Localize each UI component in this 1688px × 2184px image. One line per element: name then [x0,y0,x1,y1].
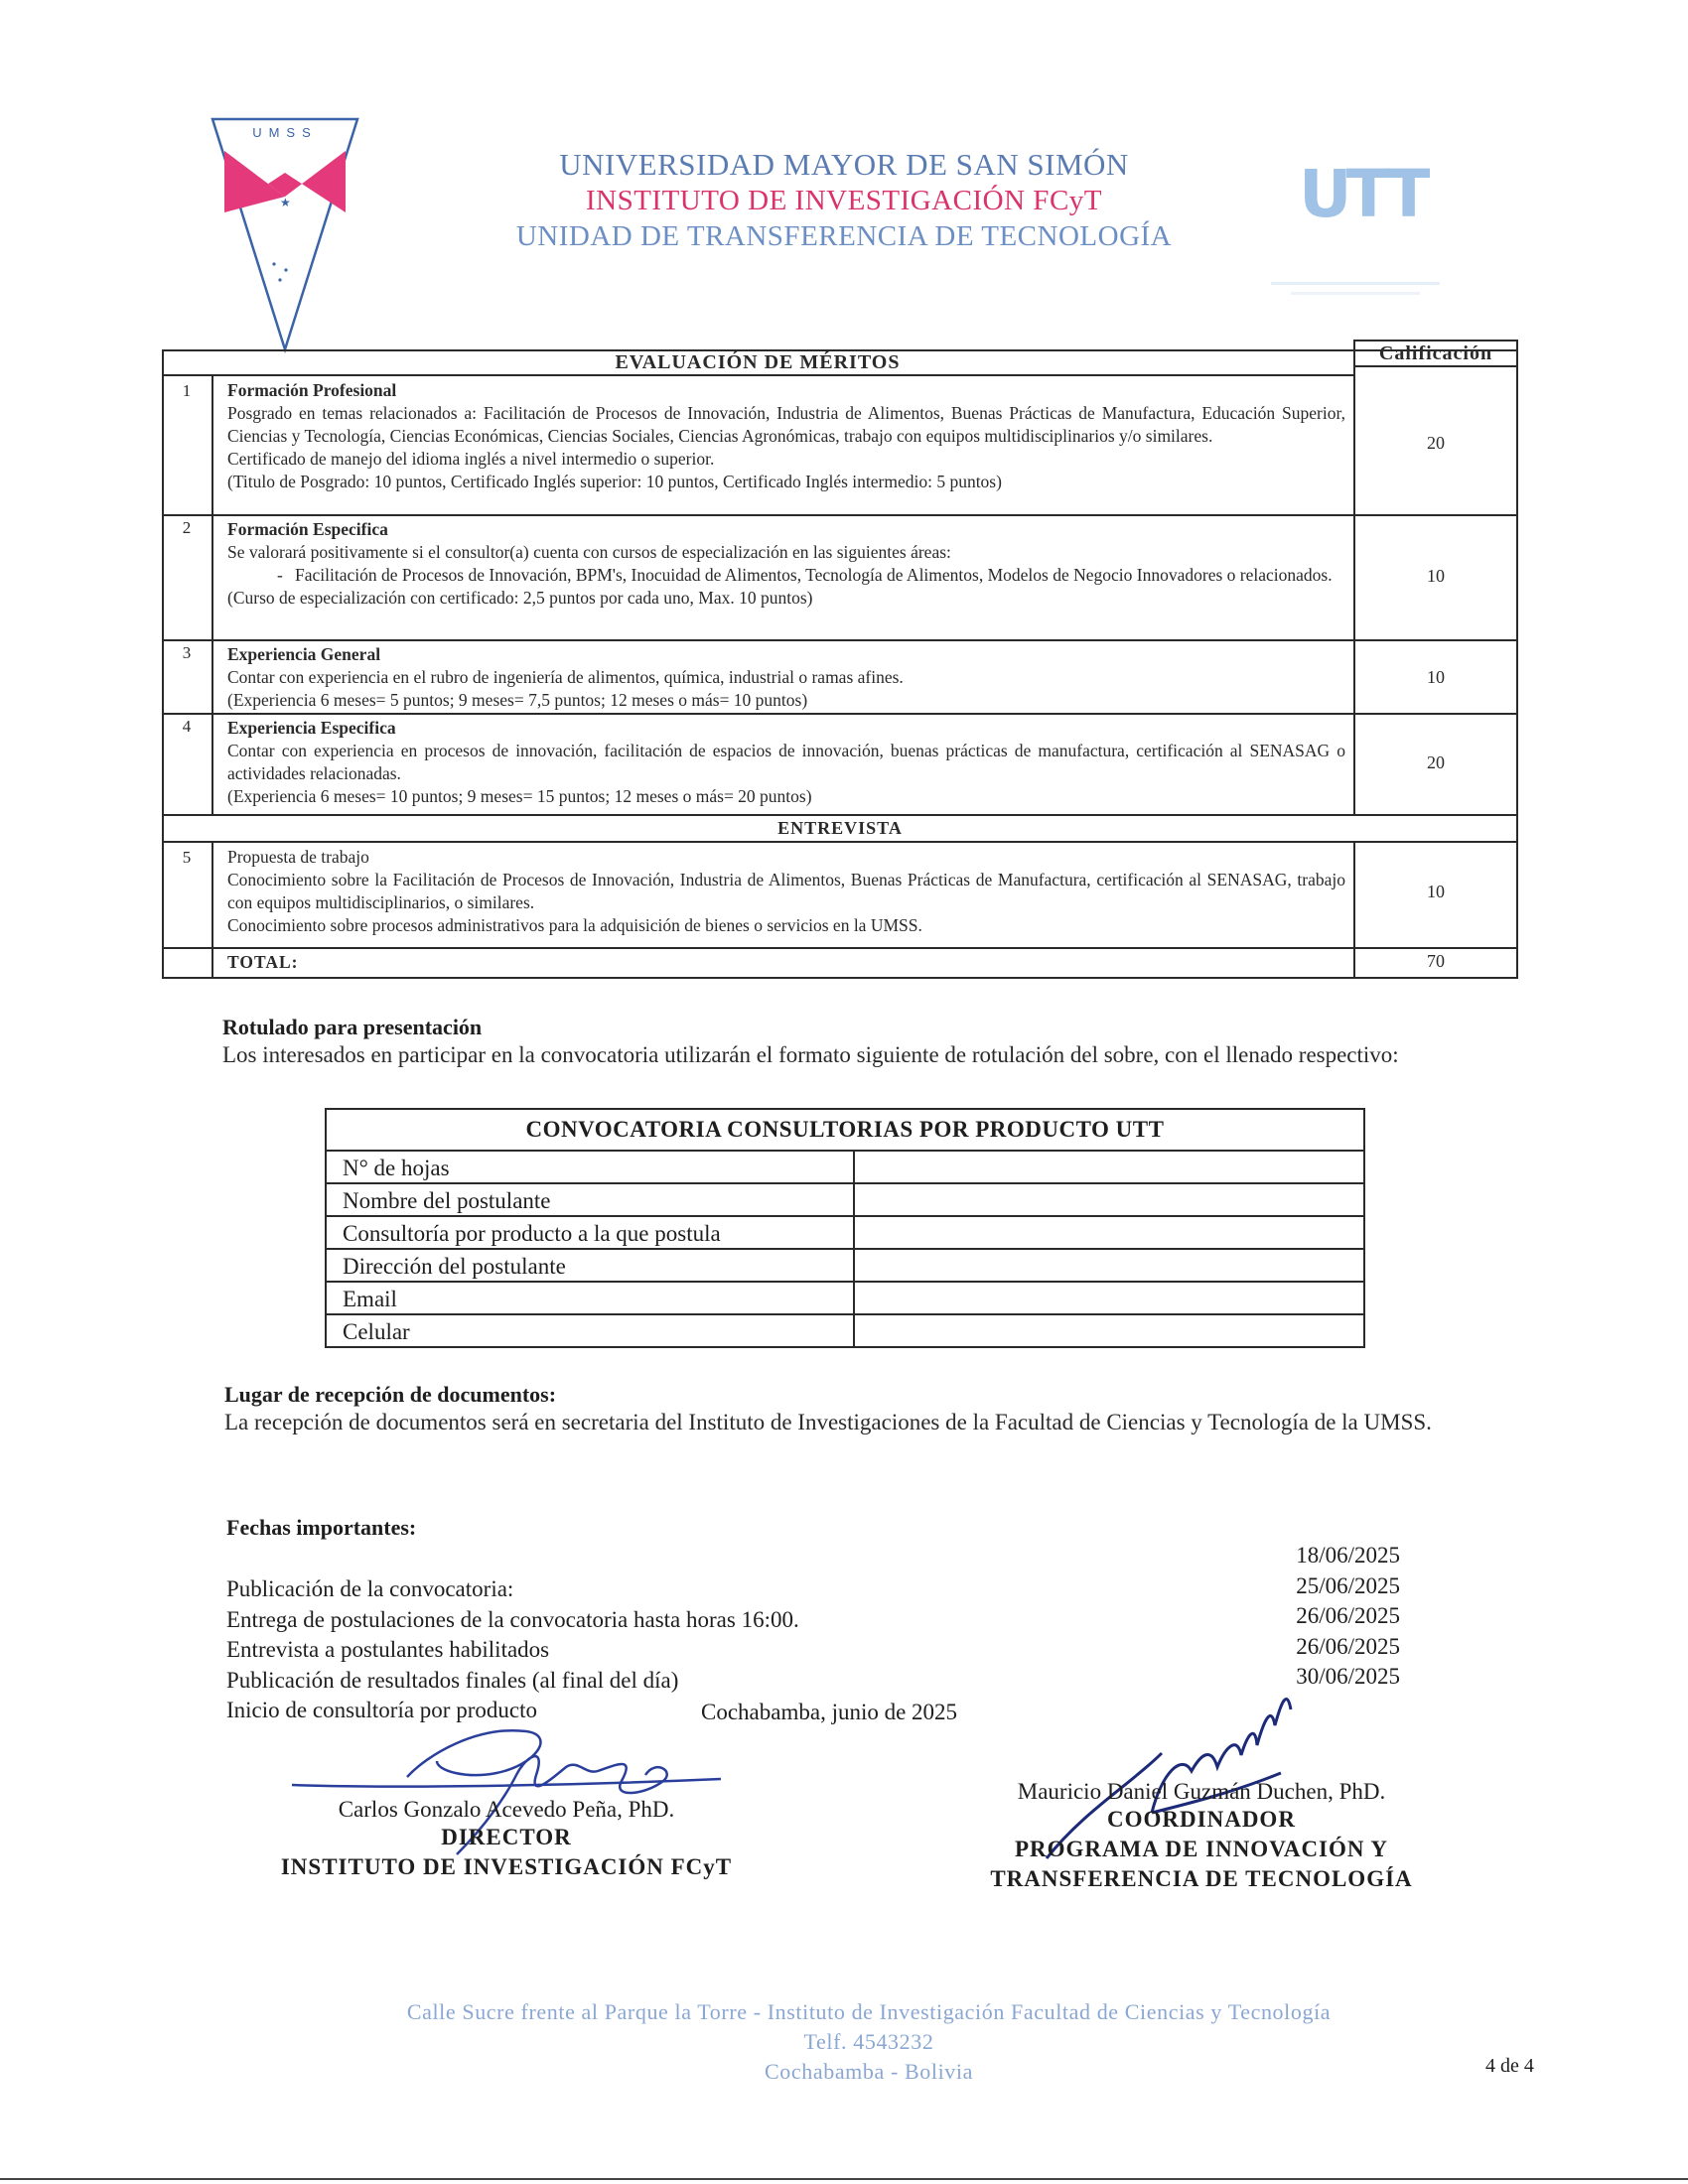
merit-text: Conocimiento sobre la Facilitación de Procesos de Innovación, Industria de Alimentos, Buenas Prácticas de Manufactura, certificación al SENASAG, trabajo con equipos multidisciplinarios, o similares. [227,870,1345,912]
merit-bullet-list [227,564,1345,587]
date-label: Publicación de la convocatoria: [226,1576,514,1601]
merit-note: (Experiencia 6 meses= 10 puntos; 9 meses= 15 puntos; 12 meses o más= 20 puntos) [227,786,812,806]
interview-label: ENTREVISTA [777,818,903,838]
labeling-title: Rotulado para presentación [222,1015,483,1039]
envelope-label-row [325,1250,1365,1283]
merit-note: (Experiencia 6 meses= 5 puntos; 9 meses= 7,5 puntos; 12 meses o más= 10 puntos) [227,690,808,710]
date-value: 30/06/2025 [1296,1664,1400,1689]
merit-text: Conocimiento sobre procesos administrativos para la adquisición de bienes o servicios en la UMSS. [227,915,922,935]
merit-title: Experiencia Especifica [227,718,396,738]
scan-edge-line [0,2178,1688,2180]
signer-institution: INSTITUTO DE INVESTIGACIÓN FCyT [280,1854,733,1879]
field-label: Email [327,1283,855,1313]
score-value: 20 [1427,752,1445,772]
row-number: 4 [182,717,192,736]
umss-logo [211,115,359,353]
merit-title: Propuesta de trabajo [227,847,369,867]
field-label: Consultoría por producto a la que postula [327,1217,855,1248]
signer-role: DIRECTOR [441,1825,572,1849]
umss-logo-text: UMSS [252,125,318,140]
merit-text: Se valorará positivamente si el consultor(a) cuenta con cursos de especialización en las siguientes áreas: [227,542,951,562]
merit-note: (Titulo de Posgrado: 10 puntos, Certificado Inglés superior: 10 puntos, Certificado Inglés intermedio: 5 puntos) [227,472,1002,491]
field-value [855,1217,1363,1248]
utt-logo-text: UTT [1299,156,1426,232]
score-value: 10 [1427,566,1445,586]
row-number: 3 [182,643,192,662]
field-label: N° de hojas [327,1152,855,1182]
signer-role: COORDINADOR [1107,1807,1296,1832]
labeling-text: Los interesados en participar en la convocatoria utilizarán el formato siguiente de rotulación del sobre, con el llenado respectivo: [222,1042,1399,1067]
date-value: 26/06/2025 [1296,1633,1400,1659]
institution-header [467,147,1221,254]
envelope-label-row [325,1217,1365,1250]
footer-city: Cochabamba - Bolivia [765,2059,973,2084]
merits-table [162,340,1518,979]
merit-row-general-experience [227,643,1345,712]
university-name: UNIVERSIDAD MAYOR DE SAN SIMÓN [559,147,1129,182]
merits-title: EVALUACIÓN DE MÉRITOS [615,351,901,373]
page-number: 4 de 4 [1485,2055,1534,2077]
score-header: Calificación [1378,342,1493,364]
merit-title: Formación Especifica [227,519,388,539]
field-label: Dirección del postulante [327,1250,855,1281]
unit-name: UNIDAD DE TRANSFERENCIA DE TECNOLOGÍA [515,220,1173,252]
field-label: Celular [327,1315,855,1346]
field-value [855,1184,1363,1215]
merit-bullet: - Facilitación de Procesos de Innovación, BPM's, Inocuidad de Alimentos, Tecnología de Alimentos, Modelos de Negocio Innovadores o relacionados. [295,564,1345,587]
page-footer [298,1997,1440,2087]
svg-text:★: ★ [280,196,291,209]
signature-block-left [238,1797,774,1882]
date-value: 26/06/2025 [1296,1603,1400,1628]
merit-title: Formación Profesional [227,380,397,400]
signer-program: PROGRAMA DE INNOVACIÓN Y [1014,1837,1389,1861]
reception-title: Lugar de recepción de documentos: [224,1382,557,1407]
merit-title: Experiencia General [227,644,381,664]
merit-text: Contar con experiencia en procesos de innovación, facilitación de espacios de innovación, buenas prácticas de manufactura, certificación al SENASAG o actividades relacionadas. [227,741,1345,783]
envelope-label-row [325,1184,1365,1217]
envelope-label-title: CONVOCATORIA CONSULTORIAS POR PRODUCTO UTT [325,1108,1365,1152]
utt-logo [1291,139,1430,234]
envelope-label-table [325,1108,1365,1348]
merit-row-specific-training [227,518,1345,610]
footer-address: Calle Sucre frente al Parque la Torre - Instituto de Investigación Facultad de Ciencias y Tecnología [406,1999,1332,2024]
date-value: 25/06/2025 [1296,1572,1400,1598]
footer-phone: Telf. 4543232 [803,2029,934,2054]
row-number: 2 [182,518,192,537]
field-value [855,1152,1363,1182]
signer-program: TRANSFERENCIA DE TECNOLOGÍA [990,1866,1413,1891]
date-label: Entrega de postulaciones de la convocatoria hasta horas 16:00. [226,1606,799,1632]
envelope-label-row [325,1283,1365,1315]
field-label: Nombre del postulante [327,1184,855,1215]
envelope-label-row [325,1152,1365,1184]
merit-text: Posgrado en temas relacionados a: Facilitación de Procesos de Innovación, Industria de Alimentos, Buenas Prácticas de Manufactura, Educación Superior, Ciencias y Tecnología, Ciencias Económicas, Ciencias Sociales, Ciencias Agronómicas, trabajo con equipos multidisciplinarios y/o similares. [227,403,1345,446]
date-label: Publicación de resultados finales (al final del día) [226,1667,679,1693]
merit-text: Certificado de manejo del idioma inglés a nivel intermedio o superior. [227,449,715,469]
merit-row-professional [227,379,1345,493]
signer-name: Mauricio Daniel Guzmán Duchen, PhD. [1017,1779,1386,1804]
reception-text: La recepción de documentos será en secretaria del Instituto de Investigaciones de la Facultad de Ciencias y Tecnología de la UMSS. [224,1410,1432,1434]
place-date: Cochabamba, junio de 2025 [701,1700,958,1724]
envelope-label-row [325,1315,1365,1348]
signer-name: Carlos Gonzalo Acevedo Peña, PhD. [338,1797,675,1822]
merit-note: (Curso de especialización con certificado: 2,5 puntos por cada uno, Max. 10 puntos) [227,588,813,608]
utt-tagline-mark [1271,276,1440,302]
total-label: TOTAL: [227,952,299,972]
score-value: 10 [1427,882,1445,901]
merit-row-specific-experience [227,717,1345,808]
merit-row-proposal [227,846,1345,937]
signature-block-right [943,1779,1460,1894]
field-value [855,1283,1363,1313]
institute-name: INSTITUTO DE INVESTIGACIÓN FCyT [585,185,1102,216]
score-value: 10 [1427,667,1445,687]
field-value [855,1250,1363,1281]
date-label: Entrevista a postulantes habilitados [226,1637,550,1662]
date-label: Inicio de consultoría por producto [226,1698,537,1722]
row-number: 5 [182,848,192,867]
total-score: 70 [1427,951,1445,971]
dates-title: Fechas importantes: [226,1515,417,1540]
score-value: 20 [1427,433,1445,453]
field-value [855,1315,1363,1346]
row-number: 1 [182,381,192,400]
merit-text: Contar con experiencia en el rubro de ingeniería de alimentos, química, industrial o ramas afines. [227,667,904,687]
date-value: 18/06/2025 [1296,1543,1400,1568]
